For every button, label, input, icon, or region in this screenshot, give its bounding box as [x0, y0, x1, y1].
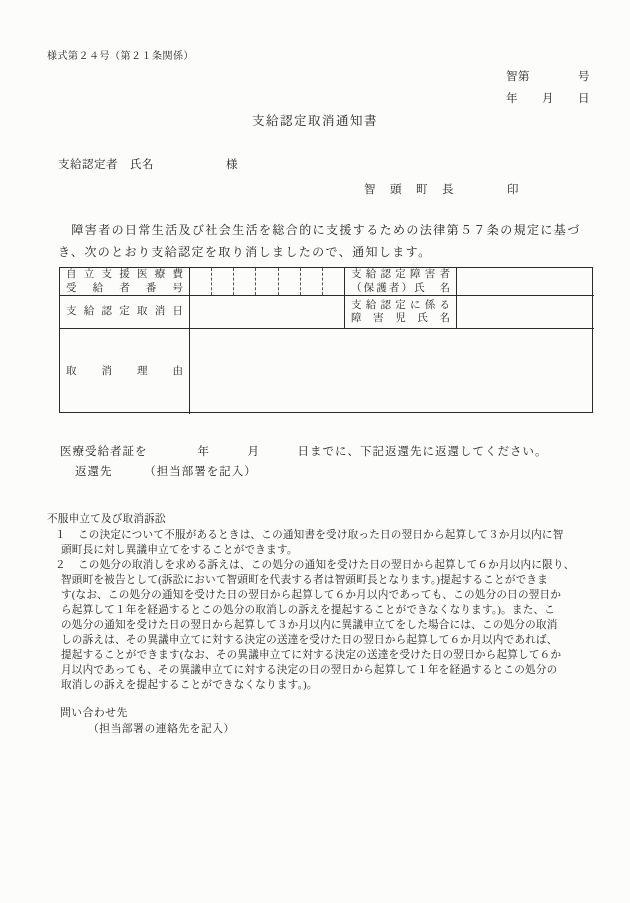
- digit-cell: [233, 268, 255, 295]
- appeal-line-text: 提起することができます(なお、その異議申立てに対する決定の送達を受けた日の翌日から起算して６か: [61, 650, 562, 661]
- appeal-line: [47, 648, 592, 663]
- appeal-line-text: す(なお、この処分の通知を受けた日の翌日から起算して６か月以内であっても、この処分の日の翌日か: [61, 590, 562, 601]
- cancellation-reason-label-text: 取消理由: [66, 365, 183, 377]
- guardian-name-label: [345, 268, 457, 296]
- appeal-line: [47, 573, 592, 588]
- child-name-field: [457, 296, 594, 329]
- date-line: 年 月 日: [506, 93, 590, 105]
- appeal-line-text: この決定について不服があるときは、この通知書を受け取った日の翌日から起算して３か月以内に智: [78, 530, 564, 541]
- appeal-line: [47, 543, 592, 558]
- recipient-number-label-line1: 自立支援医療費: [66, 269, 183, 280]
- child-name-label-line1: 支給認定に係る: [351, 299, 450, 311]
- appeal-line: [47, 588, 592, 603]
- cancellation-reason-label: [60, 329, 190, 414]
- digit-cell: [255, 268, 277, 295]
- recipient-number-label: [60, 268, 190, 296]
- document-number-line: 智第 号: [506, 71, 590, 83]
- appeal-line-text: ら起算して１年を経過するとこの処分の取消しの訴えを提起することができなくなります。)。また、こ: [61, 605, 556, 616]
- appeal-line-text: の処分の通知を受けた日の翌日から起算して３か月以内に異議申立てをした場合には、この処分の取消: [61, 620, 558, 631]
- cancellation-reason-field: [190, 329, 594, 414]
- contact-heading: 問い合わせ先: [60, 707, 128, 719]
- recipient-number-field: [190, 268, 345, 296]
- appeal-line-text: しの訴えは、その異議申立てに対する決定の送達を受けた日の翌日から起算して６か月以内であれば、: [61, 635, 558, 646]
- guardian-name-label-line1: 支給認定障害者: [351, 269, 450, 280]
- digit-cell: [278, 268, 300, 295]
- appeal-line: [47, 558, 592, 573]
- appeal-line: [47, 618, 592, 633]
- appeal-line-text: この処分の取消しを求める訴えは、この処分の通知を受けた日の翌日から起算して６か月以内に限り、: [78, 560, 575, 571]
- appeal-line: [47, 663, 592, 678]
- return-destination-line: 返還先 （担当部署を記入）: [75, 466, 257, 478]
- guardian-name-label-line2: （保護者）氏 名: [351, 282, 450, 294]
- appeal-heading: 不服申立て及び取消訴訟: [47, 514, 166, 525]
- return-instruction-line: 医療受給者証を 年 月 日までに、下記返還先に返還してください。: [60, 446, 548, 458]
- cancellation-table: [59, 267, 593, 413]
- issuer-line: 智 頭 町 長 印: [364, 184, 520, 196]
- notice-line-1: 障害者の日常生活及び社会生活を総合的に支援するための法律第５７条の規定に基づ: [58, 223, 581, 237]
- guardian-name-field: [457, 268, 594, 296]
- child-name-label-line2: 障害児氏名: [351, 313, 450, 324]
- appeal-line: [47, 528, 592, 543]
- digit-cell: [190, 268, 211, 295]
- document-number-block: [506, 66, 590, 110]
- notice-line-2: き、次のとおり支給認定を取り消しましたので、通知します。: [58, 244, 432, 259]
- appeal-line: [47, 678, 592, 693]
- cancellation-date-label: [60, 296, 190, 329]
- digit-cell: [322, 268, 344, 295]
- appeal-line: [47, 633, 592, 648]
- child-name-label: [345, 296, 457, 329]
- page-title: 支給認定取消通知書: [251, 114, 378, 128]
- digit-cell: [300, 268, 322, 295]
- appeal-line-text: 頭町長に対し異議申立てをすることができます。: [61, 545, 298, 556]
- form-number: 様式第２４号（第２１条関係）: [47, 51, 194, 62]
- cancellation-date-label-text: 支給認定取消日: [66, 306, 183, 318]
- appeal-section: [47, 512, 592, 693]
- appeal-line-text: 取消しの訴えを提起することができなくなります。)。: [61, 680, 318, 691]
- digit-cell: [211, 268, 233, 295]
- cancellation-date-field: [190, 296, 345, 329]
- notice-paragraph: [58, 220, 592, 263]
- appeal-item-number: ２: [55, 560, 66, 571]
- contact-note: （担当部署の連絡先を記入）: [88, 723, 235, 735]
- appeal-line: [47, 603, 592, 618]
- recipient-number-label-line2: 受給者番号: [66, 282, 183, 294]
- addressee-line: 支給認定者 氏名 様: [58, 159, 238, 171]
- appeal-line-text: 月以内であっても、その異議申立てに対する決定の日の翌日から起算して１年を経過するとこの処分の: [61, 665, 558, 676]
- appeal-line-text: 智頭町を被告として(訴訟において智頭町を代表する者は智頭町長となります。)提起することができま: [61, 575, 549, 586]
- appeal-item-number: １: [55, 530, 66, 541]
